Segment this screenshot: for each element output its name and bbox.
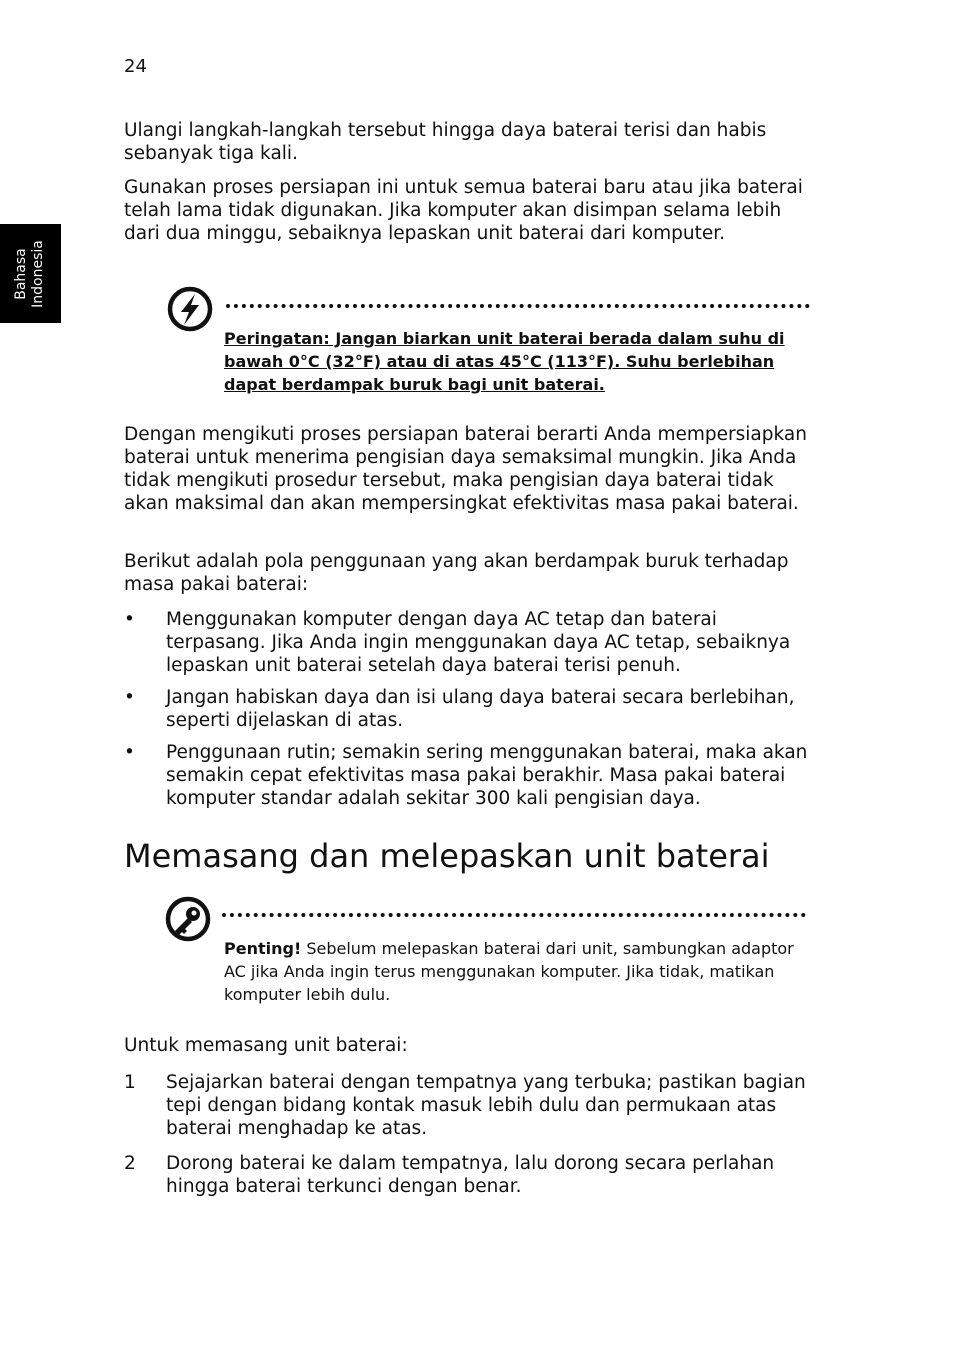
language-label-line2: Indonesia [30,240,46,308]
paragraph-install-intro: Untuk memasang unit baterai: [124,1035,408,1056]
list-item-text: Penggunaan rutin; semakin sering menggunakan baterai, maka akan semakin cepat efektivitas masa pakai berakhir. Masa pakai baterai komputer standar adalah sekitar 300 kali pengisian daya. [166,742,808,809]
step-text: Sejajarkan baterai dengan tempatnya yang terbuka; pastikan bagian tepi dengan bidang kontak masuk lebih dulu dan permukaan atas baterai menghadap ke atas. [166,1072,806,1139]
note-divider [222,913,806,917]
step-number: 1 [124,1072,136,1093]
paragraph-result: Dengan mengikuti proses persiapan baterai berarti Anda mempersiapkan baterai untuk menerima pengisian daya semaksimal mungkin. Jika Anda tidak mengikuti prosedur tersebut, maka pengisian daya baterai tidak akan maksimal dan akan mempersingkat efektivitas masa pakai baterai. [124,424,807,514]
important-text: Sebelum melepaskan baterai dari unit, sambungkan adaptor AC jika Anda ingin terus menggunakan komputer. Jika tidak, matikan komputer lebih dulu. [224,939,794,1004]
step-text: Dorong baterai ke dalam tempatnya, lalu dorong secara perlahan hingga baterai terkunci dengan benar. [166,1153,775,1197]
page-number: 24 [124,56,147,77]
bullet-mark: • [124,742,135,763]
language-side-tab [0,224,61,323]
important-note [224,937,804,1006]
list-item-text: Jangan habiskan daya dan isi ulang daya baterai secara berlebihan, seperti dijelaskan di atas. [166,687,795,731]
paragraph-preparation: Gunakan proses persiapan ini untuk semua baterai baru atau jika baterai telah lama tidak digunakan. Jika komputer akan disimpan selama lebih dari dua minggu, sebaiknya lepaskan unit baterai dari komputer. [124,177,803,244]
paragraph-usage-patterns: Berikut adalah pola penggunaan yang akan berdampak buruk terhadap masa pakai baterai: [124,551,789,595]
bullet-mark: • [124,687,135,708]
bullet-mark: • [124,609,135,630]
language-label [13,240,47,308]
note-divider [226,304,810,308]
paragraph-repeat-cycle: Ulangi langkah-langkah tersebut hingga daya baterai terisi dan habis sebanyak tiga kali. [124,120,767,164]
warning-bolt-icon [166,285,214,333]
list-item-text: Menggunakan komputer dengan daya AC tetap dan baterai terpasang. Jika Anda ingin menggunakan daya AC tetap, sebaiknya lepaskan unit baterai setelah daya baterai terisi penuh. [166,609,791,676]
language-label-line1: Bahasa [13,248,29,300]
important-label: Penting! [224,939,302,958]
important-key-icon [164,895,212,943]
step-number: 2 [124,1153,136,1174]
section-heading: Memasang dan melepaskan unit baterai [124,837,770,875]
warning-text: Peringatan: Jangan biarkan unit baterai berada dalam suhu di bawah 0°C (32°F) atau di atas 45°C (113°F). Suhu berlebihan dapat berdampak buruk bagi unit baterai. [224,329,785,394]
